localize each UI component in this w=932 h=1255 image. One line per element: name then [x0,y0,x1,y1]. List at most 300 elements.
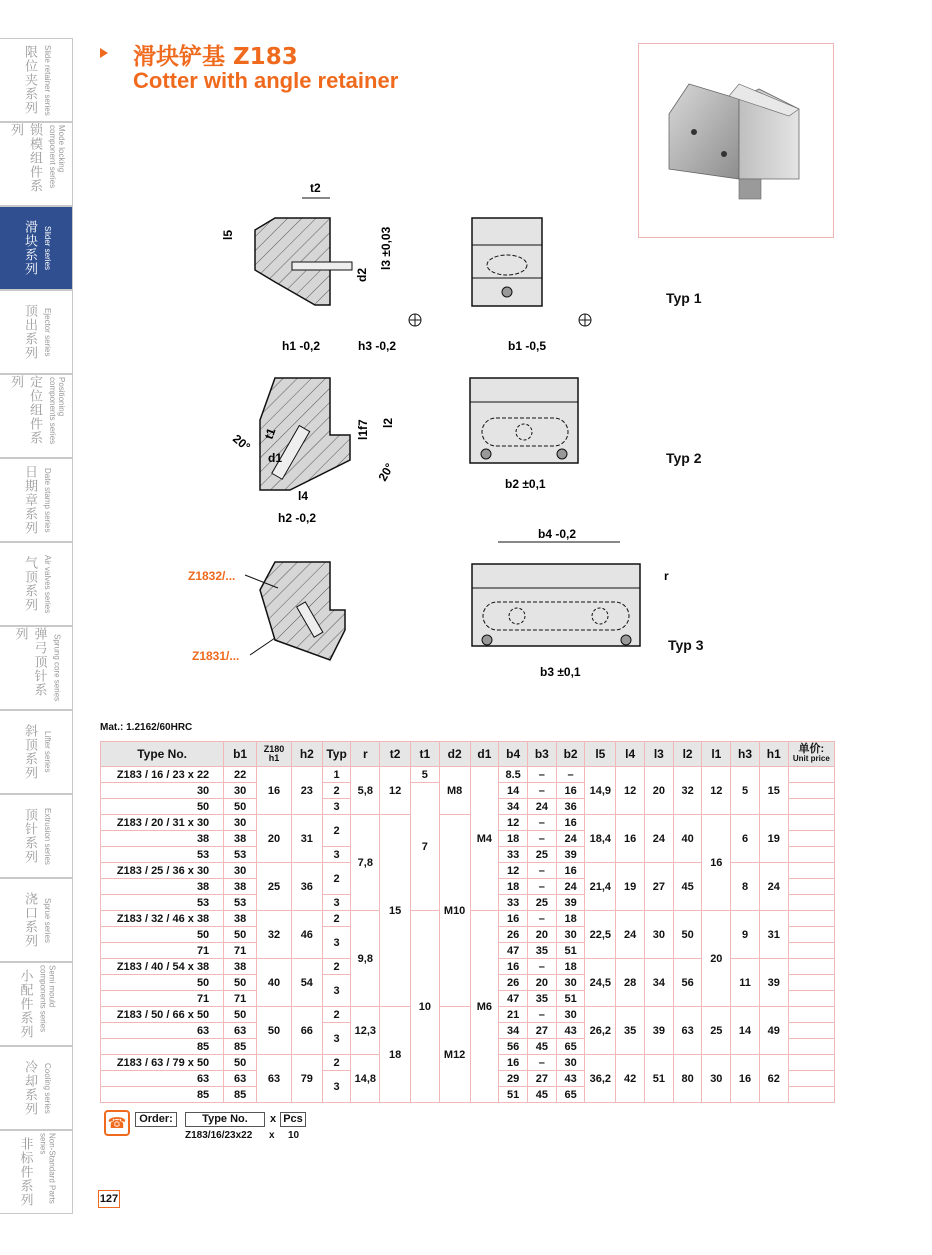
page-number: 127 [98,1190,120,1208]
table-cell: 21,4 [585,863,616,911]
table-cell [788,959,834,975]
table-cell: 63 [257,1055,292,1103]
table-cell: Z183 / 20 / 31 x 30 [101,815,224,831]
order-example-times: x [269,1130,275,1141]
table-cell: 46 [291,911,322,959]
table-row [101,1007,835,1023]
table-cell: 50 [224,1055,257,1071]
table-cell: M8 [439,767,470,815]
table-cell: 14 [731,1007,760,1055]
table-cell: 8 [731,863,760,911]
table-cell: 51 [556,991,585,1007]
table-cell: 16 [499,911,528,927]
table-cell: 5 [410,767,439,783]
sidebar-item-label-en: Non-Standard Parts series [38,1133,57,1204]
sidebar-item-label-en: Air valves series [43,554,52,614]
table-cell [788,991,834,1007]
table-cell: 3 [322,847,351,863]
table-cell [788,927,834,943]
technical-drawings [180,170,720,700]
table-cell: 26,2 [585,1007,616,1055]
header-h3: h3 [731,742,760,767]
sidebar-item-12[interactable] [0,1046,73,1130]
table-cell: 21 [499,1007,528,1023]
header-r: r [351,742,380,767]
dim-d2: d2 [355,267,369,282]
dim-h2: h2 -0,2 [278,511,317,525]
spec-table [100,741,835,1103]
table-cell: 71 [101,991,224,1007]
table-cell: 24 [759,863,788,911]
table-cell: 50 [101,927,224,943]
sidebar-item-10[interactable] [0,878,73,962]
table-cell: – [527,1055,556,1071]
table-cell: 8.5 [499,767,528,783]
table-cell: 3 [322,1071,351,1103]
table-cell: 30 [644,911,673,959]
table-cell: 12 [499,815,528,831]
table-cell: 24 [556,879,585,895]
order-label: Order: [135,1112,177,1127]
table-cell: 3 [322,799,351,815]
sidebar-item-label-en: Lifter series [43,731,52,773]
header-l4: l4 [616,742,645,767]
table-cell: – [556,767,585,783]
material-note: Mat.: 1.2162/60HRC [100,722,193,733]
table-cell: 47 [499,943,528,959]
table-cell: 30 [101,783,224,799]
table-cell: 85 [224,1087,257,1103]
table-cell: 50 [224,927,257,943]
table-cell: 31 [291,815,322,863]
sidebar-item-2[interactable] [0,206,73,290]
table-cell: 26 [499,927,528,943]
table-cell: 15 [380,815,411,1007]
table-cell: 2 [322,959,351,975]
table-cell: 85 [101,1039,224,1055]
table-cell: 39 [759,959,788,1007]
table-cell: 19 [616,863,645,911]
table-cell: 18 [556,959,585,975]
dim-r: r [664,569,669,583]
table-cell: 50 [224,975,257,991]
table-cell: 31 [759,911,788,959]
phone-icon: ☎ [104,1110,130,1136]
sidebar-item-label-en: Date stamp series [43,467,52,533]
table-cell: 20 [644,767,673,815]
table-cell: 47 [499,991,528,1007]
table-cell: Z183 / 50 / 66 x 50 [101,1007,224,1023]
table-cell: 34 [644,959,673,1007]
table-cell: 32 [257,911,292,959]
table-cell: – [527,1007,556,1023]
table-cell [788,1055,834,1071]
typ2-label: Typ 2 [666,450,702,466]
table-cell: 10 [410,911,439,1103]
table-cell [788,815,834,831]
dim-h3: h3 -0,2 [358,339,397,353]
dim-b4: b4 -0,2 [538,527,577,541]
table-cell: 34 [499,799,528,815]
sidebar [0,38,73,1214]
table-cell [788,767,834,783]
sidebar-item-label-en: Sprung core series [52,634,62,702]
table-cell: 16 [731,1055,760,1103]
typ1-section-drawing [221,181,421,326]
table-cell: 36 [556,799,585,815]
table-cell: 63 [101,1071,224,1087]
header-l3: l3 [644,742,673,767]
sidebar-item-3[interactable] [0,290,73,374]
sidebar-item-label-en: Slider series [43,225,52,270]
table-cell: 24 [556,831,585,847]
header-l2: l2 [673,742,702,767]
table-body [101,767,835,1103]
table-cell: 35 [527,943,556,959]
table-cell: 24 [527,799,556,815]
table-cell [788,943,834,959]
sidebar-item-label-en: Sprue series [43,897,52,943]
table-cell: 63 [673,1007,702,1055]
table-cell [788,1071,834,1087]
header-z180-h1: Z180 h1 [257,742,292,767]
table-cell: 6 [731,815,760,863]
sidebar-item-label-zh: 定位组件系列 [8,375,42,445]
sidebar-item-label-en: Positioning components series [48,377,66,445]
table-cell: 39 [556,895,585,911]
table-cell: 38 [101,879,224,895]
table-cell: 25 [527,895,556,911]
callout-z1832: Z1832/... [188,569,236,583]
table-cell: 18 [499,879,528,895]
table-cell: 39 [644,1007,673,1055]
table-cell: Z183 / 40 / 54 x 38 [101,959,224,975]
table-cell: 7,8 [351,815,380,911]
table-cell: 16 [556,815,585,831]
sidebar-item-label-zh: 顶针系列 [22,808,37,864]
typ3-label: Typ 3 [668,637,704,653]
table-cell: 12 [702,767,731,815]
sidebar-item-7[interactable] [0,626,73,710]
sidebar-item-label-zh: 锁模组件系列 [8,123,42,193]
table-cell: 49 [759,1007,788,1055]
table-cell: 3 [322,927,351,959]
sidebar-item-label-en: Cooling series [43,1062,52,1114]
table-cell: Z183 / 25 / 36 x 30 [101,863,224,879]
table-cell: 38 [224,911,257,927]
sidebar-item-13[interactable] [0,1130,73,1214]
table-cell: – [527,959,556,975]
table-cell: 63 [101,1023,224,1039]
table-cell: M6 [470,911,499,1103]
sidebar-item-8[interactable] [0,710,73,794]
table-cell: – [527,783,556,799]
table-cell: 50 [224,799,257,815]
table-cell: 16 [556,863,585,879]
table-cell: Z183 / 32 / 46 x 38 [101,911,224,927]
sidebar-item-label-en: Slide retainer series [43,44,52,116]
table-cell: 3 [322,895,351,911]
sidebar-item-label-zh: 弹弓顶针系列 [12,627,47,697]
table-cell: – [527,767,556,783]
table-cell: 50 [673,911,702,959]
typ2-section-drawing [230,339,397,525]
table-row [101,767,835,783]
table-cell: 50 [257,1007,292,1055]
table-cell: 34 [499,1023,528,1039]
table-cell: 3 [322,1023,351,1055]
table-cell: 33 [499,895,528,911]
header-b1: b1 [224,742,257,767]
table-cell: 22,5 [585,911,616,959]
table-cell: 71 [101,943,224,959]
table-cell: 25 [257,863,292,911]
table-cell: 2 [322,783,351,799]
sidebar-item-label-zh: 顶出系列 [22,304,37,360]
table-cell: 20 [527,975,556,991]
table-cell: 25 [527,847,556,863]
typ2-front-view [470,339,578,491]
table-cell: 30 [224,863,257,879]
table-cell: – [527,863,556,879]
dim-angle-right: 20° [375,460,397,484]
table-cell: 45 [673,863,702,911]
table-cell: 1 [322,767,351,783]
table-cell: M10 [439,815,470,1007]
table-cell: 62 [759,1055,788,1103]
sidebar-item-1[interactable] [0,122,73,206]
table-cell [788,879,834,895]
table-cell: 38 [224,831,257,847]
table-cell: 12,3 [351,1007,380,1055]
sidebar-item-11[interactable] [0,962,73,1046]
table-cell: 35 [527,991,556,1007]
table-cell: 85 [224,1039,257,1055]
table-cell: 65 [556,1039,585,1055]
table-cell: – [527,879,556,895]
typ3-section-drawing [260,562,345,660]
sidebar-item-label-zh: 小配件系列 [17,969,33,1039]
table-cell: 18 [499,831,528,847]
sidebar-item-label-en: Ejector series [43,307,52,357]
sidebar-item-9[interactable] [0,794,73,878]
table-cell: 50 [101,975,224,991]
table-cell: 25 [702,1007,731,1055]
table-cell: 29 [499,1071,528,1087]
table-cell [788,1039,834,1055]
table-cell: 16 [616,815,645,863]
table-cell: 40 [673,815,702,863]
dim-b2: b2 ±0,1 [505,477,546,491]
table-cell: 30 [224,815,257,831]
table-cell: 27 [644,863,673,911]
typ3-front-view [472,527,669,679]
table-cell: 51 [556,943,585,959]
table-cell: 20 [527,927,556,943]
sidebar-item-label-en: Semi mould components series [38,965,57,1033]
sidebar-item-label-en: Mode locking component series [48,125,66,189]
table-cell: 28 [616,959,645,1007]
dim-l5: l5 [221,229,235,240]
dim-t1: t1 [261,426,279,442]
table-cell: 20 [702,911,731,1007]
table-cell: 36,2 [585,1055,616,1103]
table-cell: – [527,831,556,847]
table-cell [788,863,834,879]
typ1-front-view [472,218,591,326]
order-example: Z183/16/23x22 [185,1130,253,1141]
table-cell: 51 [499,1087,528,1103]
table-cell: 14,9 [585,767,616,815]
table-cell: 38 [101,831,224,847]
table-cell: 2 [322,815,351,847]
table-cell: 33 [499,847,528,863]
title-arrow-icon [100,48,108,58]
sidebar-item-label-zh: 限位夹系列 [22,45,37,115]
table-cell: 16 [702,815,731,911]
table-cell: 43 [556,1071,585,1087]
dim-angle-left: 20° [230,431,253,454]
page-title-en: Cotter with angle retainer [133,68,399,93]
header-t1: t1 [410,742,439,767]
table-cell [788,831,834,847]
table-cell [788,783,834,799]
table-cell: 12 [380,767,411,815]
table-cell: 50 [101,799,224,815]
table-cell [788,1087,834,1103]
dim-l3: l3 ±0,03 [379,226,393,270]
sidebar-item-label-zh: 斜顶系列 [22,724,37,780]
table-cell: 63 [224,1023,257,1039]
table-cell: 56 [499,1039,528,1055]
table-cell: 12 [616,767,645,815]
table-header-row [101,742,835,767]
table-cell [788,1007,834,1023]
dim-t2: t2 [310,181,321,195]
table-cell: 9,8 [351,911,380,1007]
table-row [101,815,835,831]
order-type-no: Type No. [185,1112,265,1127]
header-l1: l1 [702,742,731,767]
table-cell: 27 [527,1023,556,1039]
table-cell: M12 [439,1007,470,1103]
sidebar-item-label-zh: 冷却系列 [22,1060,37,1116]
dim-h1: h1 -0,2 [282,339,321,353]
table-cell: 23 [291,767,322,815]
header-b2: b2 [556,742,585,767]
table-cell: 14,8 [351,1055,380,1103]
header-d1: d1 [470,742,499,767]
table-cell: 30 [556,1055,585,1071]
header-b3: b3 [527,742,556,767]
dim-l4: l4 [298,489,309,503]
table-cell: 71 [224,991,257,1007]
sidebar-item-0[interactable] [0,38,73,122]
table-cell: 16 [499,959,528,975]
dim-l2: l2 [381,417,395,428]
dim-b1: b1 -0,5 [508,339,547,353]
callout-z1831: Z1831/... [192,649,240,663]
header-unit-price: 单价: Unit price [788,742,834,767]
table-cell: 5,8 [351,767,380,815]
table-cell: 53 [101,847,224,863]
table-cell: 45 [527,1039,556,1055]
table-cell: 54 [291,959,322,1007]
table-cell: 16 [257,767,292,815]
table-cell: – [527,911,556,927]
table-cell: 51 [644,1055,673,1103]
table-cell: 63 [224,1071,257,1087]
table-cell: 43 [556,1023,585,1039]
table-cell: 39 [556,847,585,863]
table-cell: 38 [224,959,257,975]
table-cell: 53 [224,847,257,863]
header-l5: l5 [585,742,616,767]
table-cell: 24 [616,911,645,959]
sidebar-item-label-zh: 气顶系列 [22,556,37,612]
header-b4: b4 [499,742,528,767]
table-cell: 45 [527,1087,556,1103]
table-cell: – [527,815,556,831]
table-cell: 32 [673,767,702,815]
table-cell: 80 [673,1055,702,1103]
header-h2: h2 [291,742,322,767]
table-cell: 19 [759,815,788,863]
sidebar-item-label-en: Extrusion series [43,807,52,865]
table-cell: 30 [556,975,585,991]
table-cell: 71 [224,943,257,959]
table-cell: 12 [499,863,528,879]
table-cell: 24 [644,815,673,863]
table-cell: 18 [556,911,585,927]
table-cell [788,847,834,863]
table-cell: 16 [499,1055,528,1071]
table-cell: 20 [257,815,292,863]
page-title-zh: 滑块铲基 Z183 [133,44,298,70]
sidebar-item-5[interactable] [0,458,73,542]
table-cell: 2 [322,1007,351,1023]
header-h1: h1 [759,742,788,767]
table-cell: 30 [224,783,257,799]
table-cell: M4 [470,767,499,911]
table-cell: 30 [556,927,585,943]
header-typ: Typ [322,742,351,767]
table-cell: 53 [101,895,224,911]
dim-b3: b3 ±0,1 [540,665,581,679]
sidebar-item-label-zh: 浇口系列 [22,892,37,948]
table-cell: 14 [499,783,528,799]
sidebar-item-label-zh: 非标件系列 [17,1137,33,1207]
table-cell: 27 [527,1071,556,1087]
table-cell: 7 [410,783,439,911]
table-cell: 40 [257,959,292,1007]
table-cell: 9 [731,911,760,959]
order-example-qty: 10 [288,1130,300,1141]
header-d2: d2 [439,742,470,767]
table-cell [788,975,834,991]
table-cell: 26 [499,975,528,991]
sidebar-item-4[interactable] [0,374,73,458]
table-cell: 66 [291,1007,322,1055]
table-cell: 2 [322,911,351,927]
table-cell: 2 [322,1055,351,1071]
table-cell: 11 [731,959,760,1007]
sidebar-item-6[interactable] [0,542,73,626]
table-cell: Z183 / 63 / 79 x 50 [101,1055,224,1071]
dim-l1: l1f7 [356,419,370,440]
table-cell [788,911,834,927]
table-cell: Z183 / 16 / 23 x 22 [101,767,224,783]
